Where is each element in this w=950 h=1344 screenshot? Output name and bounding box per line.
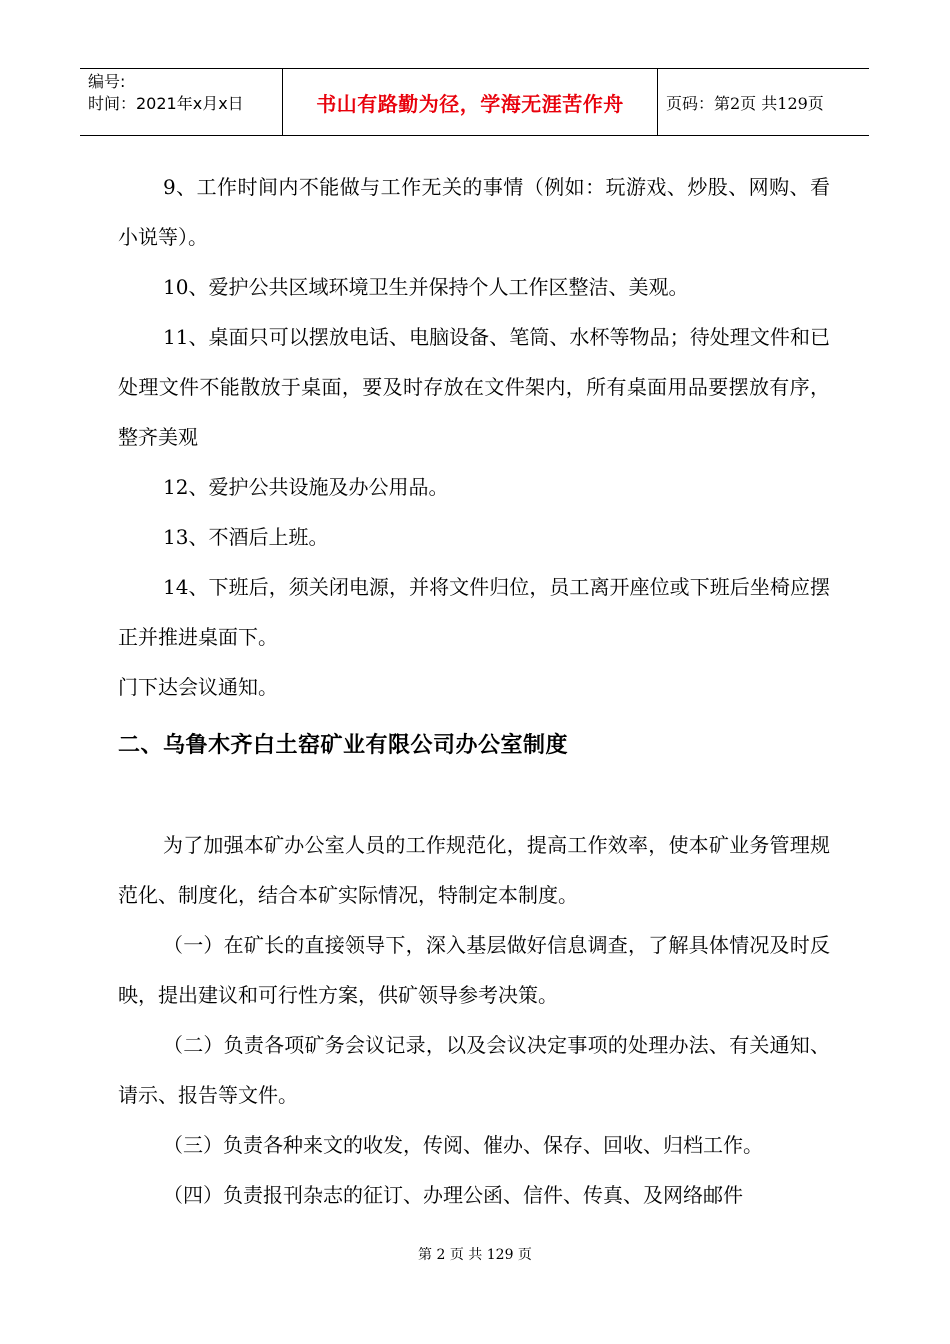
document-date: 时间：2021年x月x日 [88, 94, 244, 113]
duty-item-2: （二）负责各项矿务会议记录，以及会议决定事项的处理办法、有关通知、请示、报告等文件。 [118, 1033, 830, 1107]
rule-item-9: 9、工作时间内不能做与工作无关的事情（例如：玩游戏、炒股、网购、看小说等）。 [118, 175, 830, 249]
section-heading: 二、乌鲁木齐白土窑矿业有限公司办公室制度 [118, 733, 569, 758]
page-footer: 第 2 页 共 129 页 [418, 1247, 532, 1263]
header-meta [88, 71, 278, 115]
rule-item-13: 13、不酒后上班。 [163, 525, 329, 549]
rule-item-14: 14、下班后，须关闭电源，并将文件归位，员工离开座位或下班后坐椅应摆正并推进桌面下。 [118, 575, 830, 649]
document-code-label: 编号: [88, 72, 126, 91]
page-header [80, 68, 869, 136]
header-page-info: 页码：第2页 共129页 [666, 94, 824, 113]
document-body [118, 162, 830, 1220]
duty-item-1: （一）在矿长的直接领导下，深入基层做好信息调查，了解具体情况及时反映，提出建议和可行性方案，供矿领导参考决策。 [118, 933, 830, 1007]
rule-item-12: 12、爱护公共设施及办公用品。 [163, 475, 449, 499]
rule-item-11: 11、桌面只可以摆放电话、电脑设备、笔筒、水杯等物品；待处理文件和已处理文件不能散放于桌面，要及时存放在文件架内，所有桌面用品要摆放有序，整齐美观 [118, 325, 830, 449]
duty-item-3: （三）负责各种来文的收发，传阅、催办、保存、回收、归档工作。 [163, 1133, 763, 1157]
rule-item-10: 10、爱护公共区域环境卫生并保持个人工作区整洁、美观。 [163, 275, 689, 299]
header-motto: 书山有路勤为径，学海无涯苦作舟 [316, 92, 624, 116]
duty-item-4: （四）负责报刊杂志的征订、办理公函、信件、传真、及网络邮件 [163, 1183, 743, 1207]
header-divider [657, 69, 658, 135]
fragment-line: 门下达会议通知。 [118, 675, 278, 699]
section-intro: 为了加强本矿办公室人员的工作规范化，提高工作效率，使本矿业务管理规范化、制度化，结合本矿实际情况，特制定本制度。 [118, 833, 830, 907]
